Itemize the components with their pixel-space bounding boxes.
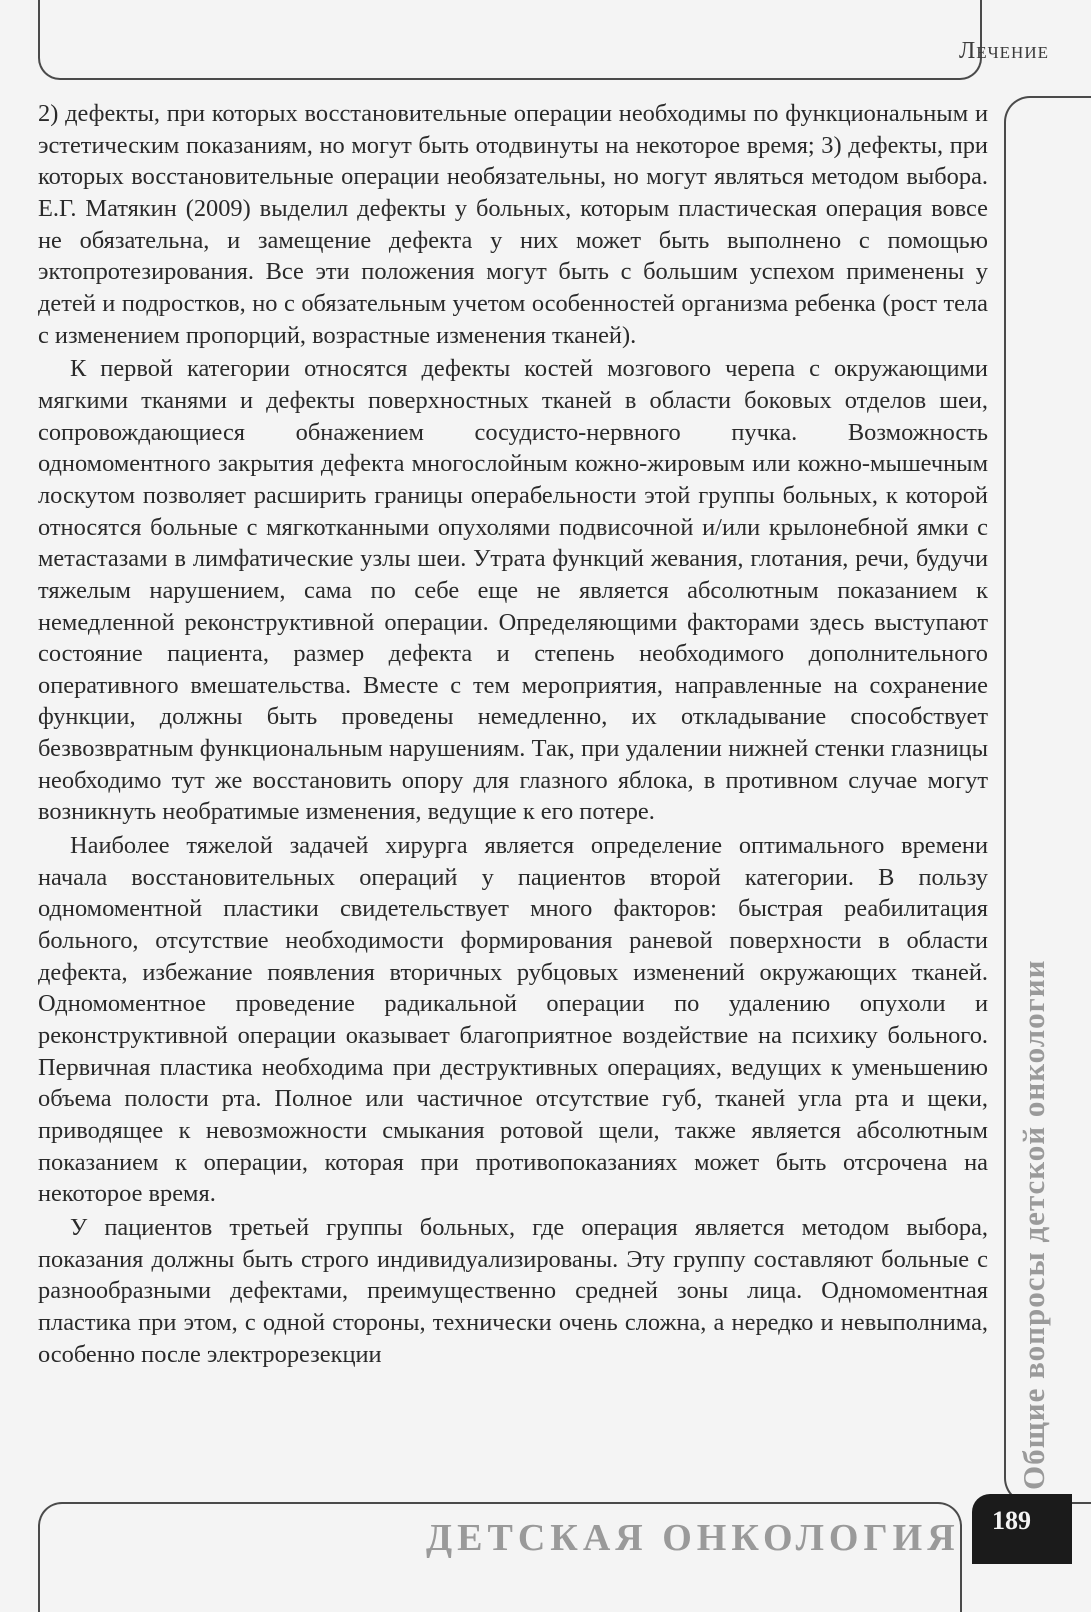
paragraph: Наиболее тяжелой задачей хирурга является определение оптимального времени начала восстановительных операций у пациентов второй категории. В пользу одномоментной пластики свидетельствует много факторов: быстрая реабилитация больного, отсутствие необходимости формирования раневой поверхности в области дефекта, избежание появления вторичных рубцовых изменений окружающих тканей. Одномоментное проведение радикальной операции по удалению опухоли и реконструктивной операции оказывает благоприятное воздействие на психику больного. Первичная пластика необходима при деструктивных операциях, ведущих к уменьшению объема полости рта. Полное или частичное отсутствие губ, тканей угла рта и щеки, приводящее к невозможности смыкания ротовой щели, также является абсолютным показанием к операции, которая при противопоказаниях может быть отсрочена на некоторое время. — [38, 832, 988, 1208]
paragraph: К первой категории относятся дефекты костей мозгового черепа с окружающими мягкими тканями и дефекты поверхностных тканей в области боковых отделов шеи, сопровождающиеся обнажением сосудисто-нервного пучка. Возможность одномоментного закрытия дефекта многослойным кожно-жировым или кожно-мышечным лоскутом позволяет расширить границы операбельности этой группы больных, к которой относятся больные с мягкотканными опухолями подвисочной и/или крылонебной ямки с метастазами в лимфатические узлы шеи. Утрата функций жевания, глотания, речи, будучи тяжелым нарушением, сама по себе еще не является абсолютным показанием к немедленной реконструктивной операции. Определяющими факторами здесь выступают состояние пациента, размер дефекта и степень необходимого дополнительного оперативного вмешательства. Вместе с тем мероприятия, направленные на сохранение функции, должны быть проведены немедленно, их откладывание способствует безвозвратным функциональным нарушениям. Так, при удалении нижней стенки глазницы необходимо тут же восстановить опору для глазного яблока, в противном случае могут возникнуть необратимые изменения, ведущие к его потере. — [38, 355, 988, 826]
running-header-title: Лечение — [958, 38, 1049, 64]
paragraph: У пациентов третьей группы больных, где операция является методом выбора, показания должны быть строго индивидуализированы. Эту группу составляют больные с разнообразными дефектами, преимущественно средней зоны лица. Одномоментная пластика при этом, с одной стороны, технически очень сложна, а нередко и невыполнима, особенно после электрорезекции — [38, 1213, 988, 1368]
side-section-title: Общие вопросы детской онкологии — [1016, 959, 1051, 1490]
paragraph: 2) дефекты, при которых восстановительные операции необходимы по функциональным и эстетическим показаниям, но могут быть отодвинуты на некоторое время; 3) дефекты, при которых восстановительные операции необязательны, но могут являться методом выбора. Е.Г. Матякин (2009) выделил дефекты у больных, которым пластическая операция вовсе не обязательна, и замещение дефекта у них может быть выполнено с помощью эктопротезирования. Все эти положения могут быть с большим успехом применены у детей и подростков, но с обязательным учетом особенностей организма ребенка (рост тела с изменением пропорций, возрастные изменения тканей). — [38, 100, 988, 349]
page-number: 189 — [992, 1506, 1031, 1535]
page-body — [38, 98, 988, 1372]
book-title: ДЕТСКАЯ ОНКОЛОГИЯ — [426, 1517, 960, 1559]
header-frame — [38, 0, 982, 80]
